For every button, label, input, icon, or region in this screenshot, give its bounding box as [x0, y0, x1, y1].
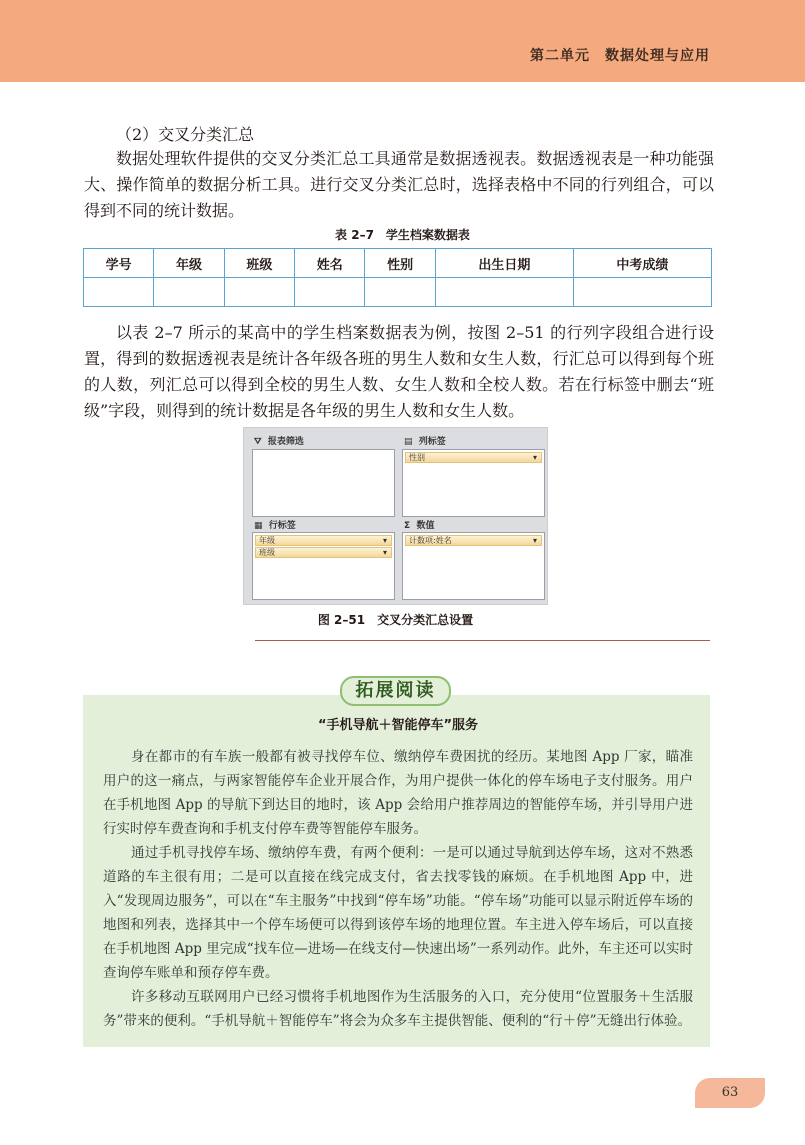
divider	[255, 640, 710, 641]
table-header: 出生日期	[435, 249, 573, 278]
figure-caption: 图 2–51 交叉分类汇总设置	[317, 613, 474, 627]
filter-panel	[252, 449, 395, 517]
page-number: 63	[695, 1078, 765, 1108]
table-row	[84, 278, 712, 307]
columns-panel	[402, 449, 545, 517]
reading-paragraph: 通过手机寻找停车场、缴纳停车费，有两个便利：一是可以通过导航到达停车场，这对不熟悉道路的车主很有用；二是可以直接在线完成支付，省去找零钱的麻烦。在手机地图 App 中，进入“发现周边服务”，可以在“车主服务”中找到“停车场”功能。“停车场”功能可以显示附近停车场的地图和列表，选择其中一个停车场便可以得到该停车场的地理位置。车主进入停车场后，可以直接在手机地图 App 里完成“找车位—进场—在线支付—快速出场”一系列动作。此外，车主还可以实时查询停车账单和预存停车费。	[103, 845, 693, 981]
table-header: 学号	[84, 249, 154, 278]
reading-title: “手机导航＋智能停车”服务	[317, 718, 479, 733]
student-table	[83, 248, 712, 307]
columns-label: 列标签	[418, 437, 446, 447]
pivot-field-figure	[243, 427, 548, 605]
table-header: 班级	[224, 249, 294, 278]
table-header-row	[84, 249, 712, 278]
field-item[interactable]: 班级 ▾	[255, 547, 392, 558]
paragraph: 数据处理软件提供的交叉分类汇总工具通常是数据透视表。数据透视表是一种功能强大、操作简单的数据分析工具。进行交叉分类汇总时，选择表格中不同的行列组合，可以得到不同的统计数据。	[84, 149, 714, 220]
field-item[interactable]: 性别 ▾	[405, 452, 542, 463]
columns-icon: ▤	[404, 437, 413, 447]
reading-box	[83, 695, 710, 1047]
table-header: 年级	[154, 249, 224, 278]
page-header	[0, 0, 805, 82]
field-item[interactable]: 年级 ▾	[255, 535, 392, 546]
reading-badge: 拓展阅读	[340, 676, 451, 706]
table-header: 性别	[365, 249, 435, 278]
rows-label: 行标签	[268, 521, 296, 531]
filter-label: 报表筛选	[267, 437, 304, 447]
table-caption: 表 2–7 学生档案数据表	[335, 228, 470, 242]
filter-icon: ⛛	[254, 437, 262, 447]
rows-panel	[252, 532, 395, 600]
unit-title: 第二单元 数据处理与应用	[530, 48, 710, 64]
section-title: （2）交叉分类汇总	[116, 125, 255, 144]
paragraph: 以表 2–7 所示的某高中的学生档案数据表为例，按图 2–51 的行列字段组合进行设置，得到的数据透视表是统计各年级各班的男生人数和女生人数，行汇总可以得到每个班的人数，列汇总可以得到全校的男生人数、女生人数和全校人数。若在行标签中删去“班级”字段，则得到的统计数据是各年级的男生人数和女生人数。	[84, 323, 714, 420]
field-item[interactable]: 计数项:姓名 ▾	[405, 535, 542, 546]
rows-icon: ▦	[254, 521, 263, 531]
values-label: 数值	[416, 521, 435, 531]
values-panel	[402, 532, 545, 600]
sigma-icon: Σ	[404, 521, 411, 531]
reading-paragraph: 身在都市的有车族一般都有被寻找停车位、缴纳停车费困扰的经历。某地图 App 厂家，瞄准用户的这一痛点，与两家智能停车企业开展合作，为用户提供一体化的停车场电子支付服务。用户在手机地图 App 的导航下到达目的地时，该 App 会给用户推荐周边的智能停车场，并引导用户进行实时停车费查询和手机支付停车费等智能停车服务。	[103, 749, 693, 837]
reading-paragraph: 许多移动互联网用户已经习惯将手机地图作为生活服务的入口，充分使用“位置服务＋生活服务”带来的便利。“手机导航＋智能停车”将会为众多车主提供智能、便利的“行＋停”无缝出行体验。	[103, 989, 693, 1029]
table-header: 姓名	[295, 249, 365, 278]
table-header: 中考成绩	[573, 249, 711, 278]
